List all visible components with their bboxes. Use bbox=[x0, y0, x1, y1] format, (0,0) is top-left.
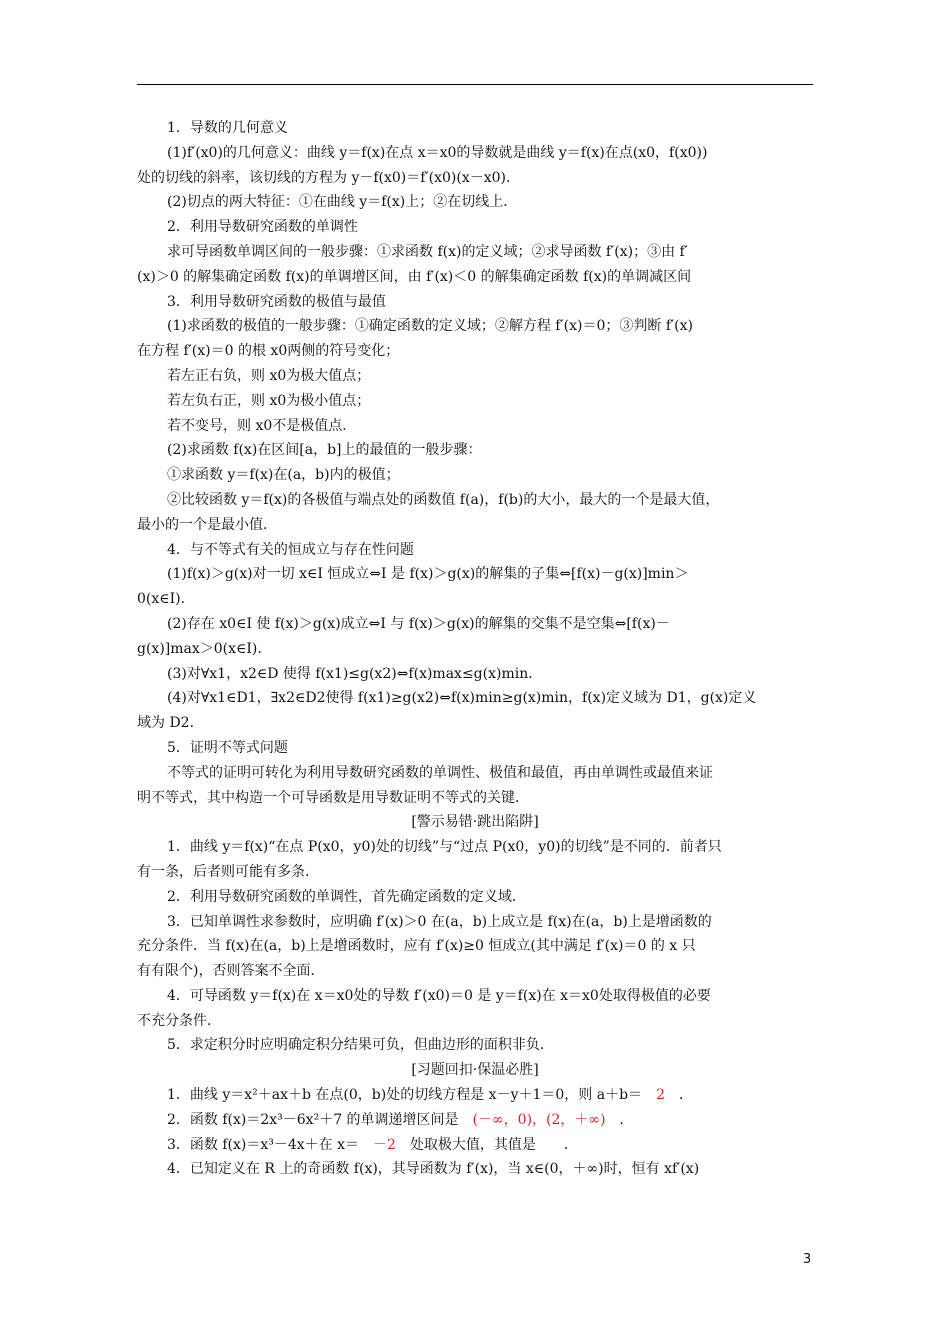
text-line bbox=[137, 414, 813, 439]
line-text: 域为 D2． bbox=[137, 715, 204, 732]
text-line bbox=[137, 1108, 813, 1133]
text-line bbox=[137, 736, 813, 761]
line-text: 2．利用导数研究函数的单调性，首先确定函数的定义域． bbox=[167, 888, 526, 905]
line-text: 4．与不等式有关的恒成立与存在性问题 bbox=[167, 541, 414, 558]
text-line bbox=[137, 1009, 813, 1034]
line-text: 5．求定积分时应明确定积分结果可负，但曲边形的面积非负． bbox=[167, 1037, 554, 1054]
line-text: (3)对∀x1，x2∈D 使得 f(x1)≤g(x2)⇔f(x)max≤g(x)min． bbox=[167, 665, 543, 682]
line-text: 若左正右负，则 x0为极大值点； bbox=[167, 367, 371, 384]
line-text: 处的切线的斜率，该切线的方程为 y－f(x0)＝f′(x0)(x－x0)． bbox=[137, 169, 520, 186]
line-text: 1．曲线 y＝x²＋ax＋b 在点(0，b)处的切线方程是 x－y＋1＝0，则 a＋b＝ bbox=[167, 1087, 643, 1104]
line-text: [警示易错·跳出陷阱] bbox=[411, 814, 539, 831]
line-text: 最小的一个是最小值． bbox=[137, 516, 277, 533]
text-line bbox=[137, 984, 813, 1009]
line-text: 3．利用导数研究函数的极值与最值 bbox=[167, 293, 386, 310]
text-line bbox=[137, 314, 813, 339]
line-text: g(x)]max＞0(x∈I)． bbox=[137, 640, 272, 657]
line-text: 明不等式，其中构造一个可导函数是用导数证明不等式的关键． bbox=[137, 789, 529, 806]
line-text: 1．导数的几何意义 bbox=[167, 120, 288, 136]
text-line bbox=[137, 265, 813, 290]
line-text: (1)f(x)＞g(x)对一切 x∈I 恒成立⇔I 是 f(x)＞g(x)的解集的子集⇔[f(x)－g(x)]min＞ bbox=[167, 566, 689, 583]
line-text: 0(x∈I)． bbox=[137, 591, 195, 608]
text-line bbox=[137, 587, 813, 612]
text-line bbox=[137, 637, 813, 662]
text-line bbox=[137, 190, 813, 215]
text-line bbox=[137, 513, 813, 538]
line-text: 4．可导函数 y＝f(x)在 x＝x0处的导数 f′(x0)＝0 是 y＝f(x)在 x＝x0处取得极值的必要 bbox=[167, 987, 711, 1004]
text-line bbox=[137, 934, 813, 959]
text-line bbox=[137, 1058, 813, 1083]
text-line bbox=[137, 364, 813, 389]
text-line bbox=[137, 1157, 813, 1182]
text-line bbox=[137, 538, 813, 563]
text-line bbox=[137, 215, 813, 240]
line-text: 不充分条件． bbox=[137, 1012, 221, 1029]
document-body bbox=[137, 116, 813, 1182]
line-text: (2)切点的两大特征：①在曲线 y＝f(x)上；②在切线上． bbox=[167, 194, 518, 211]
text-line bbox=[137, 141, 813, 166]
text-line bbox=[137, 885, 813, 910]
text-line bbox=[137, 1033, 813, 1058]
text-line bbox=[137, 562, 813, 587]
line-text: ②比较函数 y＝f(x)的各极值与端点处的函数值 f(a)，f(b)的大小，最大的一个是最大值， bbox=[167, 491, 720, 508]
line-text: 2．函数 f(x)＝2x³－6x²＋7 的单调递增区间是 bbox=[167, 1111, 459, 1128]
text-line bbox=[137, 835, 813, 860]
line-text: 5．证明不等式问题 bbox=[167, 739, 288, 756]
text-line bbox=[137, 662, 813, 687]
line-text: 有一条，后者则可能有多条． bbox=[137, 863, 319, 880]
text-line bbox=[137, 1083, 813, 1108]
line-tail: 处取极大值，其值是 ． bbox=[409, 1136, 578, 1153]
text-line bbox=[137, 959, 813, 984]
text-line bbox=[137, 339, 813, 364]
answer-text: 2 bbox=[656, 1087, 665, 1104]
line-text: (4)对∀x1∈D1，∃x2∈D2使得 f(x1)≥g(x2)⇔f(x)min≥g(x)min，f(x)定义域为 D1，g(x)定义 bbox=[167, 690, 757, 707]
text-line bbox=[137, 240, 813, 265]
line-text: 求可导函数单调区间的一般步骤：①求函数 f(x)的定义域；②求导函数 f′(x)；③由 f′ bbox=[167, 243, 688, 260]
line-text: 充分条件．当 f(x)在(a，b)上是增函数时，应有 f′(x)≥0 恒成立(其中满足 f′(x)＝0 的 x 只 bbox=[137, 938, 696, 955]
line-text: (2)存在 x0∈I 使 f(x)＞g(x)成立⇔I 与 f(x)＞g(x)的解集的交集不是空集⇔[f(x)－ bbox=[167, 615, 670, 632]
answer-text: －2 bbox=[373, 1136, 396, 1153]
text-line bbox=[137, 463, 813, 488]
line-text: 有有限个)，否则答案不全面． bbox=[137, 963, 325, 980]
line-text: 4．已知定义在 R 上的奇函数 f(x)，其导函数为 f′(x)，当 x∈(0，＋∞)时，恒有 xf′(x) bbox=[167, 1161, 700, 1178]
page-number: 3 bbox=[803, 1252, 812, 1267]
text-line bbox=[137, 612, 813, 637]
text-line bbox=[137, 786, 813, 811]
line-text: 在方程 f′(x)＝0 的根 x0两侧的符号变化； bbox=[137, 343, 400, 360]
text-line bbox=[137, 438, 813, 463]
line-text: 2．利用导数研究函数的单调性 bbox=[167, 219, 358, 236]
line-text: 若不变号，则 x0不是极值点． bbox=[167, 417, 357, 434]
line-text: ①求函数 y＝f(x)在(a，b)内的极值； bbox=[167, 467, 400, 484]
line-text: [习题回扣·保温必胜] bbox=[411, 1062, 539, 1079]
line-text: 不等式的证明可转化为利用导数研究函数的单调性、极值和最值，再由单调性或最值来证 bbox=[167, 764, 713, 781]
text-line bbox=[137, 686, 813, 711]
line-text: 1．曲线 y＝f(x)“在点 P(x0，y0)处的切线”与“过点 P(x0，y0)的切线”是不同的．前者只 bbox=[167, 839, 722, 856]
line-tail: ． bbox=[678, 1087, 693, 1104]
text-line bbox=[137, 910, 813, 935]
text-line bbox=[137, 166, 813, 191]
header-rule bbox=[137, 84, 813, 85]
text-line bbox=[137, 761, 813, 786]
text-line bbox=[137, 290, 813, 315]
line-text: (x)＞0 的解集确定函数 f(x)的单调增区间，由 f′(x)＜0 的解集确定函数 f(x)的单调减区间 bbox=[137, 268, 692, 285]
line-text: 3．函数 f(x)＝x³－4x＋在 x＝ bbox=[167, 1136, 360, 1153]
text-line bbox=[137, 389, 813, 414]
text-line bbox=[137, 1133, 813, 1158]
line-text: (2)求函数 f(x)在区间[a，b]上的最值的一般步骤： bbox=[167, 442, 482, 459]
text-line bbox=[137, 860, 813, 885]
line-tail: ． bbox=[619, 1111, 634, 1128]
line-text: 3．已知单调性求参数时，应明确 f′(x)＞0 在(a，b)上成立是 f(x)在(a，b)上是增函数的 bbox=[167, 913, 712, 930]
answer-text: (－∞，0)，(2，＋∞) bbox=[472, 1111, 606, 1128]
line-text: (1)求函数的极值的一般步骤：①确定函数的定义域；②解方程 f′(x)＝0；③判断 f′(x) bbox=[167, 318, 693, 335]
text-line bbox=[137, 810, 813, 835]
text-line bbox=[137, 488, 813, 513]
line-text: 若左负右正，则 x0为极小值点； bbox=[167, 392, 371, 409]
text-line bbox=[137, 711, 813, 736]
line-text: (1)f′(x0)的几何意义：曲线 y＝f(x)在点 x＝x0的导数就是曲线 y＝f(x)在点(x0，f(x0)) bbox=[167, 144, 708, 161]
text-line bbox=[137, 116, 813, 141]
